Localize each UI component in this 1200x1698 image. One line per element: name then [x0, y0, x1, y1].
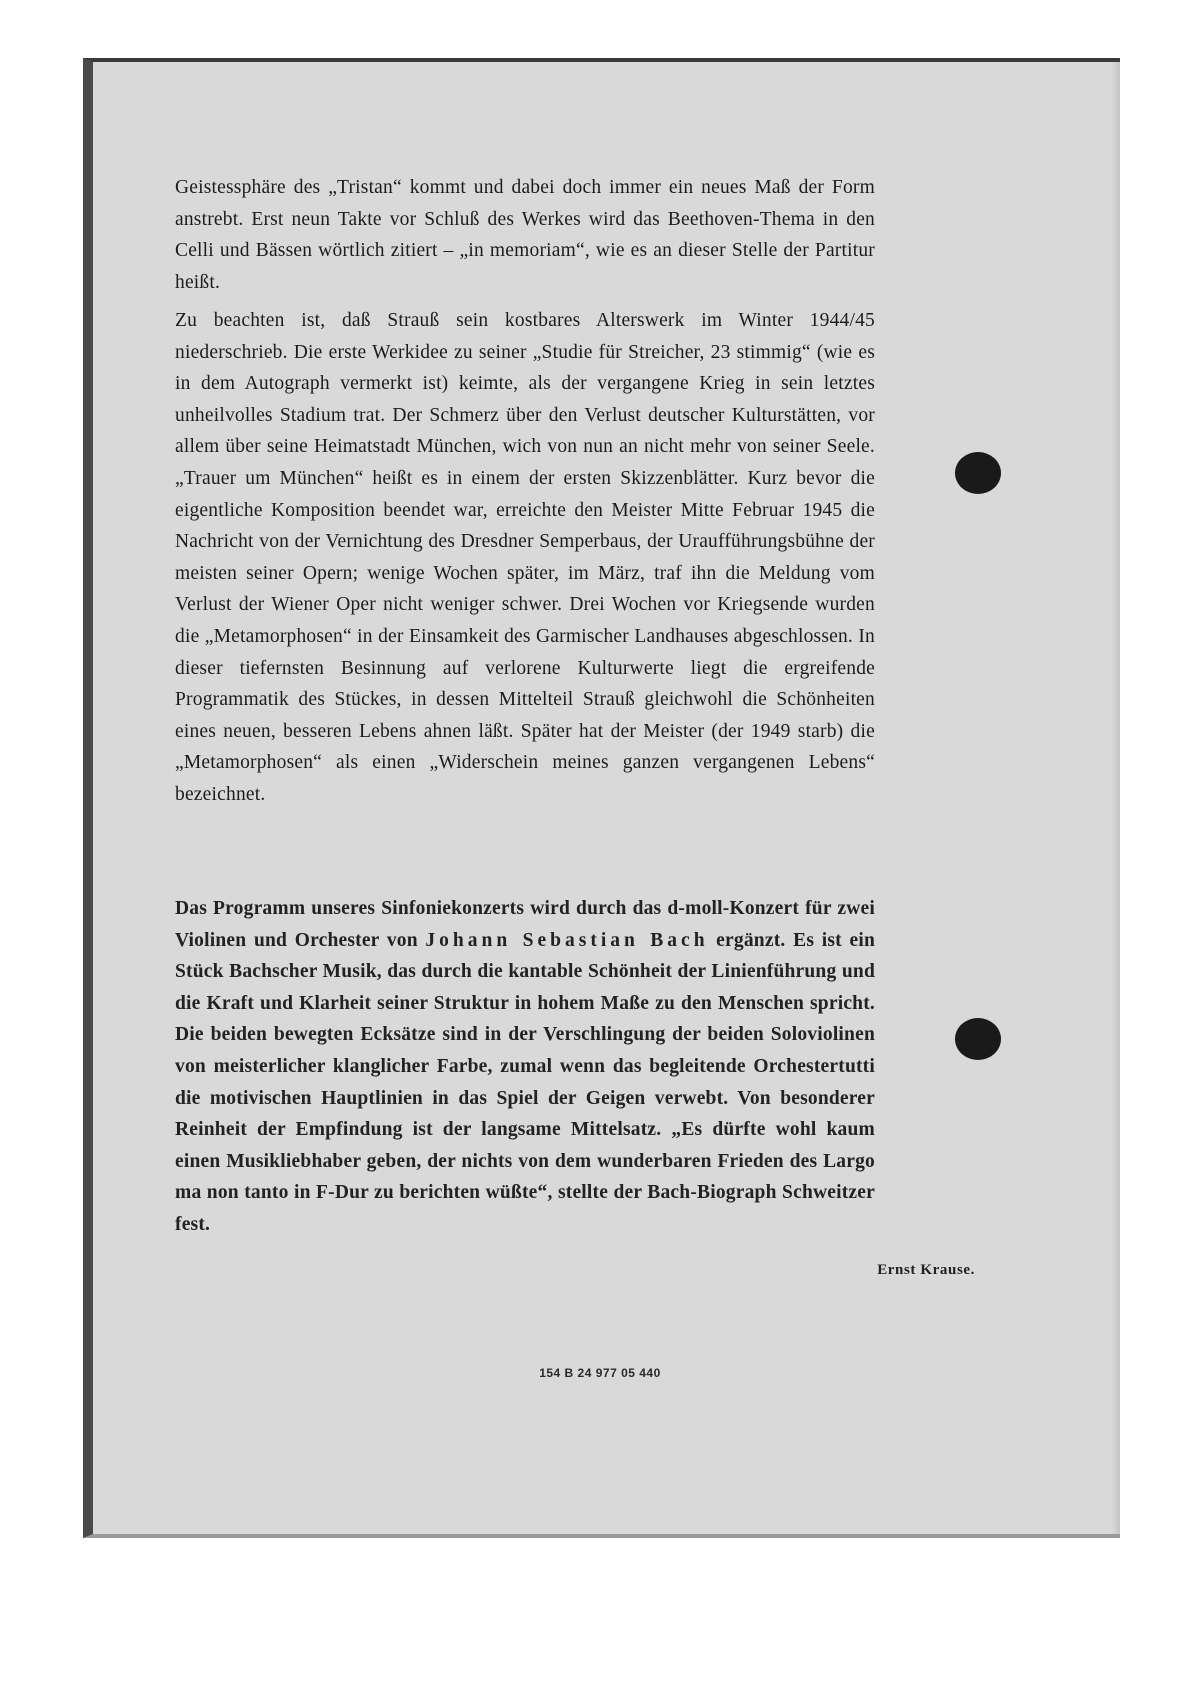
paragraph-metamorphosen: Zu beachten ist, daß Strauß sein kostbares Alterswerk im Winter 1944/45 niederschrieb. Die erste Werkidee zu seiner „Studie für Streicher, 23 stimmig“ (wie es in dem Autograph vermerkt ist) keimte, als der vergangene Krieg in sein letztes unheilvolles Stadium trat. Der Schmerz über den Verlust deutscher Kulturstätten, vor allem über seine Heimatstadt München, wich von nun an nicht mehr von seiner Seele. „Trauer um München“ heißt es in einem der ersten Skizzenblätter. Kurz bevor die eigentliche Komposition beendet war, erreichte den Meister Mitte Februar 1945 die Nachricht von der Vernichtung des Dresdner Semperbaus, der Uraufführungsbühne der meisten seiner Opern; wenige Wochen später, im März, traf ihn die Meldung vom Verlust der Wiener Oper nicht weniger schwer. Drei Wochen vor Kriegsende wurden die „Metamorphosen“ in der Einsamkeit des Garmischer Landhauses abgeschlossen. In dieser tiefernsten Besinnung auf verlorene Kulturwerte liegt die ergreifende Programmatik des Stückes, in dessen Mittelteil Strauß gleichwohl die Schönheiten eines neuen, besseren Lebens ahnen läßt. Später hat der Meister (der 1949 starb) die „Metamorphosen“ als einen „Widerschein meines ganzen vergangenen Lebens“ bezeichnet.: [175, 310, 875, 805]
punch-hole-upper: [955, 452, 1001, 494]
paragraph-bach-body: ergänzt. Es ist ein Stück Bachscher Musik, das durch die kantable Schönheit der Linienführung und die Kraft und Klarheit seiner Struktur in hohem Maße zu den Menschen spricht. Die beiden bewegten Ecksätze sind in der Verschlingung der beiden Soloviolinen von meisterlicher klanglicher Farbe, zumal wenn das begleitende Orchestertutti die motivischen Hauptlinien in das Spiel der Geigen verwebt. Von besonderer Reinheit der Empfindung ist der langsame Mittelsatz. „Es dürfte wohl kaum einen Musikliebhaber geben, der nichts von dem wunderbaren Frieden des Largo ma non tanto in F-Dur zu berichten wüßte“, stellte der Bach-Biograph Schweitzer fest.: [175, 929, 876, 1235]
punch-hole-lower: [955, 1018, 1001, 1060]
print-code: 154 B 24 977 05 440: [539, 1366, 661, 1380]
text-block-middle: [175, 305, 875, 811]
paragraph-bach-concerto: [175, 893, 875, 1241]
author-signature: Ernst Krause.: [877, 1262, 975, 1278]
page-edge-shadow: [1112, 62, 1120, 1534]
composer-name: Johann Sebastian Bach: [425, 929, 709, 951]
text-block-bottom: [175, 893, 875, 1241]
paragraph-tristan: Geistessphäre des „Tristan“ kommt und dabei doch immer ein neues Maß der Form anstrebt. Erst neun Takte vor Schluß des Werkes wird das Beethoven-Thema in den Celli und Bässen wörtlich zitiert – „in memoriam“, wie es an dieser Stelle der Partitur heißt.: [175, 177, 875, 293]
text-block-top: [175, 172, 875, 298]
paragraph-bach-intro: Das Programm unseres Sinfoniekonzerts wird durch das d-moll-Konzert für zwei Violinen und Orchester von: [175, 898, 875, 951]
